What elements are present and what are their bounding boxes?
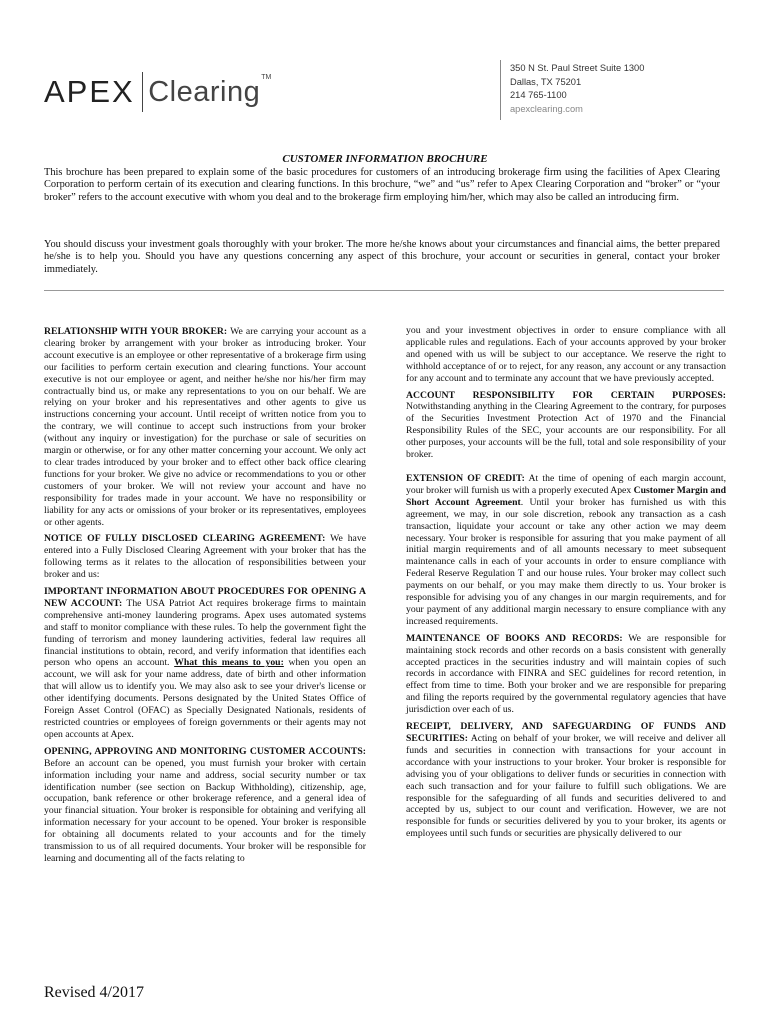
what-this-means-label: What this means to you: — [174, 657, 284, 669]
section-heading: NOTICE OF FULLY DISCLOSED CLEARING AGREEMENT: — [44, 533, 326, 545]
section-body: We have entered into a Fully Disclosed Clearing Agreement with your broker that has the following terms as it relates to the allocation of responsibilities between your broker and us: — [44, 533, 366, 581]
address-street: 350 N St. Paul Street Suite 1300 — [510, 63, 645, 73]
section-body: Before an account can be opened, you must furnish your broker with certain information including your name and address, social security number or tax identification number (see section on Backup Withholding), citizenship, age, occupation, bank reference or other brokerage reference, and a general idea of your financial situation. Your broker is responsible for obtaining and verifying all information necessary for your account to be opened. Your broker is responsible for obtaining all documents related to your accounts and for the timely transmission to us of all required documents. Your broker will be responsible for learning and documenting all of the facts relating to — [44, 757, 366, 864]
logo-apex-text: APEX — [44, 74, 135, 109]
address-city: Dallas, TX 75201 — [510, 76, 582, 87]
section-opening-continued — [406, 325, 726, 385]
section-heading: RECEIPT, DELIVERY, AND SAFEGUARDING OF FUNDS AND SECURITIES: — [406, 721, 726, 744]
section-body: We are responsible for maintaining stock records and other records on a basis consistent with generally accepted practices in the securities industry and will maintain copies of such records in accordance with FINRA and SEC guidelines for record retention, in effect from time to time. Both your broker and we are responsible for preparing and filing the reports required by the governmental regulatory agencies that have jurisdiction over each of us. — [406, 632, 726, 716]
intro-paragraph-2: You should discuss your investment goals thoroughly with your broker. The more he/she knows about your circumstances and financial aims, the better prepared he/she is to help you. Should you have any questions concerning any aspect of this brochure, your account or securities in general, contact your broker immediately. — [44, 239, 720, 275]
section-important-info — [44, 586, 366, 741]
section-account-responsibility — [406, 390, 726, 461]
section-body: At the time of opening of each margin account, your broker will furnish us with a properly executed Apex — [406, 472, 726, 496]
section-body: you and your investment objectives in order to ensure compliance with all applicable rules and regulations. Each of your accounts approved by your broker and opened with us will be subject to our acceptance. We reserve the right to withhold acceptance of or to reject, for any reason, any account or any transaction for any account and to terminate any account that we have previously accepted. — [406, 325, 726, 384]
right-column — [406, 325, 726, 845]
document-title: CUSTOMER INFORMATION BROCHURE — [282, 153, 488, 165]
section-receipt-delivery — [406, 721, 726, 840]
section-heading: ACCOUNT RESPONSIBILITY FOR CERTAIN PURPOSES: — [406, 389, 726, 401]
section-heading: IMPORTANT INFORMATION ABOUT PROCEDURES FOR OPENING A NEW ACCOUNT: — [44, 586, 366, 609]
apex-clearing-logo — [44, 72, 271, 112]
address-divider — [500, 60, 501, 120]
section-relationship — [44, 326, 366, 528]
section-divider — [44, 290, 724, 291]
section-heading: OPENING, APPROVING AND MONITORING CUSTOMER ACCOUNTS: — [44, 745, 366, 757]
section-body: Acting on behalf of your broker, we will receive and deliver all funds and securities in connection with transactions for your account in accordance with your instructions to your broker. Your broker is responsible for advising you of your obligations to deliver funds or securities in connection with each such transaction and for your failure to fulfill such obligations. We are responsible for the safeguarding of all funds and securities delivered to and accepted by us, subject to our count and verification. However, we are not responsible for funds or securities delivered by you to your broker, its agents or employees until such funds or securities are physically delivered to our — [406, 733, 726, 840]
section-notice — [44, 533, 366, 581]
section-body: The USA Patriot Act requires brokerage firms to maintain comprehensive anti-money laundering programs. Apex uses automated systems and staff to monitor compliance with these rules. To help the government fight the funding of terrorism and money laundering activities, federal law requires all financial institutions to obtain, record, and verify information that identifies each person who opens an account. — [44, 597, 366, 669]
section-extension-of-credit — [406, 473, 726, 628]
section-heading: RELATIONSHIP WITH YOUR BROKER: — [44, 326, 228, 337]
section-opening-accounts — [44, 746, 366, 865]
agreement-name: Customer Margin and Short Account Agreement — [406, 484, 726, 508]
logo-clearing-text: Clearing — [148, 75, 261, 108]
section-heading: MAINTENANCE OF BOOKS AND RECORDS: — [406, 632, 623, 644]
section-heading: EXTENSION OF CREDIT: — [406, 472, 525, 484]
intro-paragraph-1: This brochure has been prepared to explain some of the basic procedures for customers of an introducing brokerage firm using the facilities of Apex Clearing Corporation to perform certain of its execution and clearing functions. In this brochure, “we” and “us” refer to Apex Clearing Corporation and “broker” or “your broker” refers to the account executive with whom you deal and to the brokerage firm employing him/her, which may also be called an introducing firm. — [44, 167, 720, 203]
section-maintenance — [406, 633, 726, 716]
section-body: We are carrying your account as a clearing broker by arrangement with your broker as introducing broker. Your account executive is an employee or other representative of a brokerage firm using our facilities to perform certain execution and clearing functions. Your account executive is not our employee or agent, and neither he/she nor his/her firm may contractually bind us, or make any representations to you on our behalf. We are relying on your broker and his representatives and other agents to give us instructions concerning your account. Until receipt of written notice from you to the contrary, we will continue to accept such instructions from your broker (without any inquiry or investigation) for the purchase or sale of securities on margin or otherwise, or for any other matter concerning your account. We only act to clear trades introduced by your broker and to effect other back office clearing functions for your broker. We give no advice or recommendations to you or other customers of your broker. We will not review your account and have no responsibility for trades made in your account. We have no responsibility or liability for any acts or omissions of your broker or its representatives, employees or other agents. — [44, 326, 367, 528]
phone-number: 214 765-1100 — [510, 90, 567, 100]
section-body: when you open an account, we will ask for your name address, date of birth and other information that will allow us to identify you. We may also ask to see your driver's license or other identifying documents. Persons designated by the United States Office of Foreign Asset Control (OFAC) as Specially Designated Nationals, residents of restricted countries or employees of foreign governments or their agents may not open accounts at Apex. — [44, 657, 366, 740]
company-address — [510, 62, 644, 116]
section-body: Notwithstanding anything in the Clearing Agreement to the contrary, for purposes of the Securities Investment Protection Act of 1970 and the Financial Responsibility Rules of the SEC, your accounts are our responsibility. For all other purposes, your accounts will be the full, total and sole responsibility of your broker. — [406, 401, 726, 461]
revision-date: Revised 4/2017 — [44, 984, 144, 1001]
left-column — [44, 326, 366, 870]
section-body: . Until your broker has furnished us with this agreement, we may, in our sole discretion, rebook any transaction as a cash transaction, liquidate your account or take any other action we may deem necessary. Your broker is responsible for assuring that you make payment of all initial margin requirements and of all amounts necessary to meet subsequent maintenance calls in each of your accounts in order to ensure compliance with Federal Reserve Regulation T and our house rules. Your broker may collect such payments on our behalf, or you may make them directly to us. Your broker is responsible for advising you of any changes in our margin requirements, and for your payment of any additional margin necessary to ensure compliance with any increased requirements. — [406, 496, 727, 627]
logo-trademark: TM — [261, 74, 272, 81]
logo-divider — [142, 72, 144, 112]
website-link[interactable]: apexclearing.com — [510, 103, 583, 114]
